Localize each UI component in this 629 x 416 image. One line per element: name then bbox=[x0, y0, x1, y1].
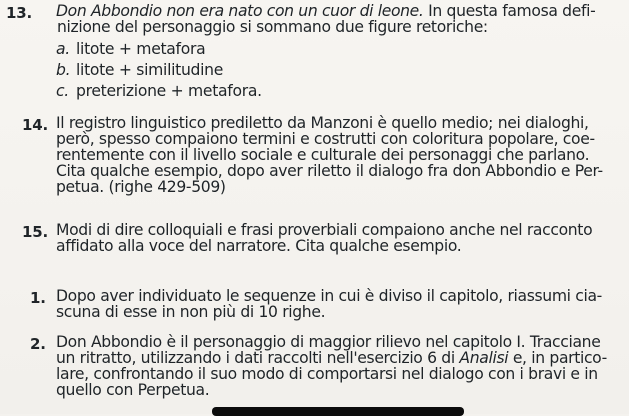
question-number: 13. bbox=[6, 4, 32, 22]
question-text-line: Cita qualche esempio, dopo aver riletto il dialogo fra don Abbondio e Per- bbox=[56, 162, 603, 180]
question-text: In questa famosa defi- bbox=[428, 2, 596, 20]
question-text-line: Modi di dire colloquiali e frasi proverbiali compaiono anche nel racconto bbox=[56, 221, 593, 239]
question-text-line: Dopo aver individuato le sequenze in cui è diviso il capitolo, riassumi cia- bbox=[56, 287, 602, 305]
question-text-line: affidato alla voce del narratore. Cita qualche esempio. bbox=[56, 237, 462, 255]
option-text: litote + similitudine bbox=[76, 61, 224, 79]
option-a bbox=[56, 41, 205, 57]
question-quote: Don Abbondio non era nato con un cuor di leone. bbox=[56, 2, 424, 20]
option-letter: b. bbox=[56, 61, 71, 79]
question-number: 2. bbox=[30, 335, 46, 353]
question-number: 1. bbox=[30, 289, 46, 307]
question-number: 15. bbox=[22, 223, 48, 241]
option-text: preterizione + metafora. bbox=[76, 82, 262, 100]
question-text: e, in partico- bbox=[512, 349, 607, 367]
question-text-line: nizione del personaggio si sommano due figure retoriche: bbox=[57, 18, 488, 36]
question-text-line: però, spesso compaiono termini e costrutti con coloritura popolare, coe- bbox=[56, 130, 595, 148]
question-number: 14. bbox=[22, 116, 48, 134]
option-letter: c. bbox=[56, 82, 69, 100]
question-text-line bbox=[56, 3, 595, 19]
question-text-line: petua. (righe 429-509) bbox=[56, 178, 226, 196]
question-text-line: quello con Perpetua. bbox=[56, 381, 210, 399]
question-text-line: lare, confrontando il suo modo di comportarsi nel dialogo con i bravi e in bbox=[56, 365, 598, 383]
option-b bbox=[56, 62, 223, 78]
option-text: litote + metafora bbox=[76, 40, 206, 58]
question-text: un ritratto, utilizzando i dati raccolti nell'esercizio 6 di bbox=[56, 349, 455, 367]
question-text-line: scuna di esse in non più di 10 righe. bbox=[56, 303, 326, 321]
question-text-line: Il registro linguistico prediletto da Manzoni è quello medio; nei dialoghi, bbox=[56, 114, 589, 132]
question-text-line bbox=[56, 350, 607, 366]
home-indicator-bar bbox=[212, 407, 464, 416]
book-title-italic: Analisi bbox=[459, 349, 509, 367]
question-text-line: Don Abbondio è il personaggio di maggior rilievo nel capitolo I. Tracciane bbox=[56, 333, 601, 351]
option-letter: a. bbox=[56, 40, 70, 58]
option-c bbox=[56, 83, 262, 99]
question-text-line: rentemente con il livello sociale e culturale dei personaggi che parlano. bbox=[56, 146, 590, 164]
